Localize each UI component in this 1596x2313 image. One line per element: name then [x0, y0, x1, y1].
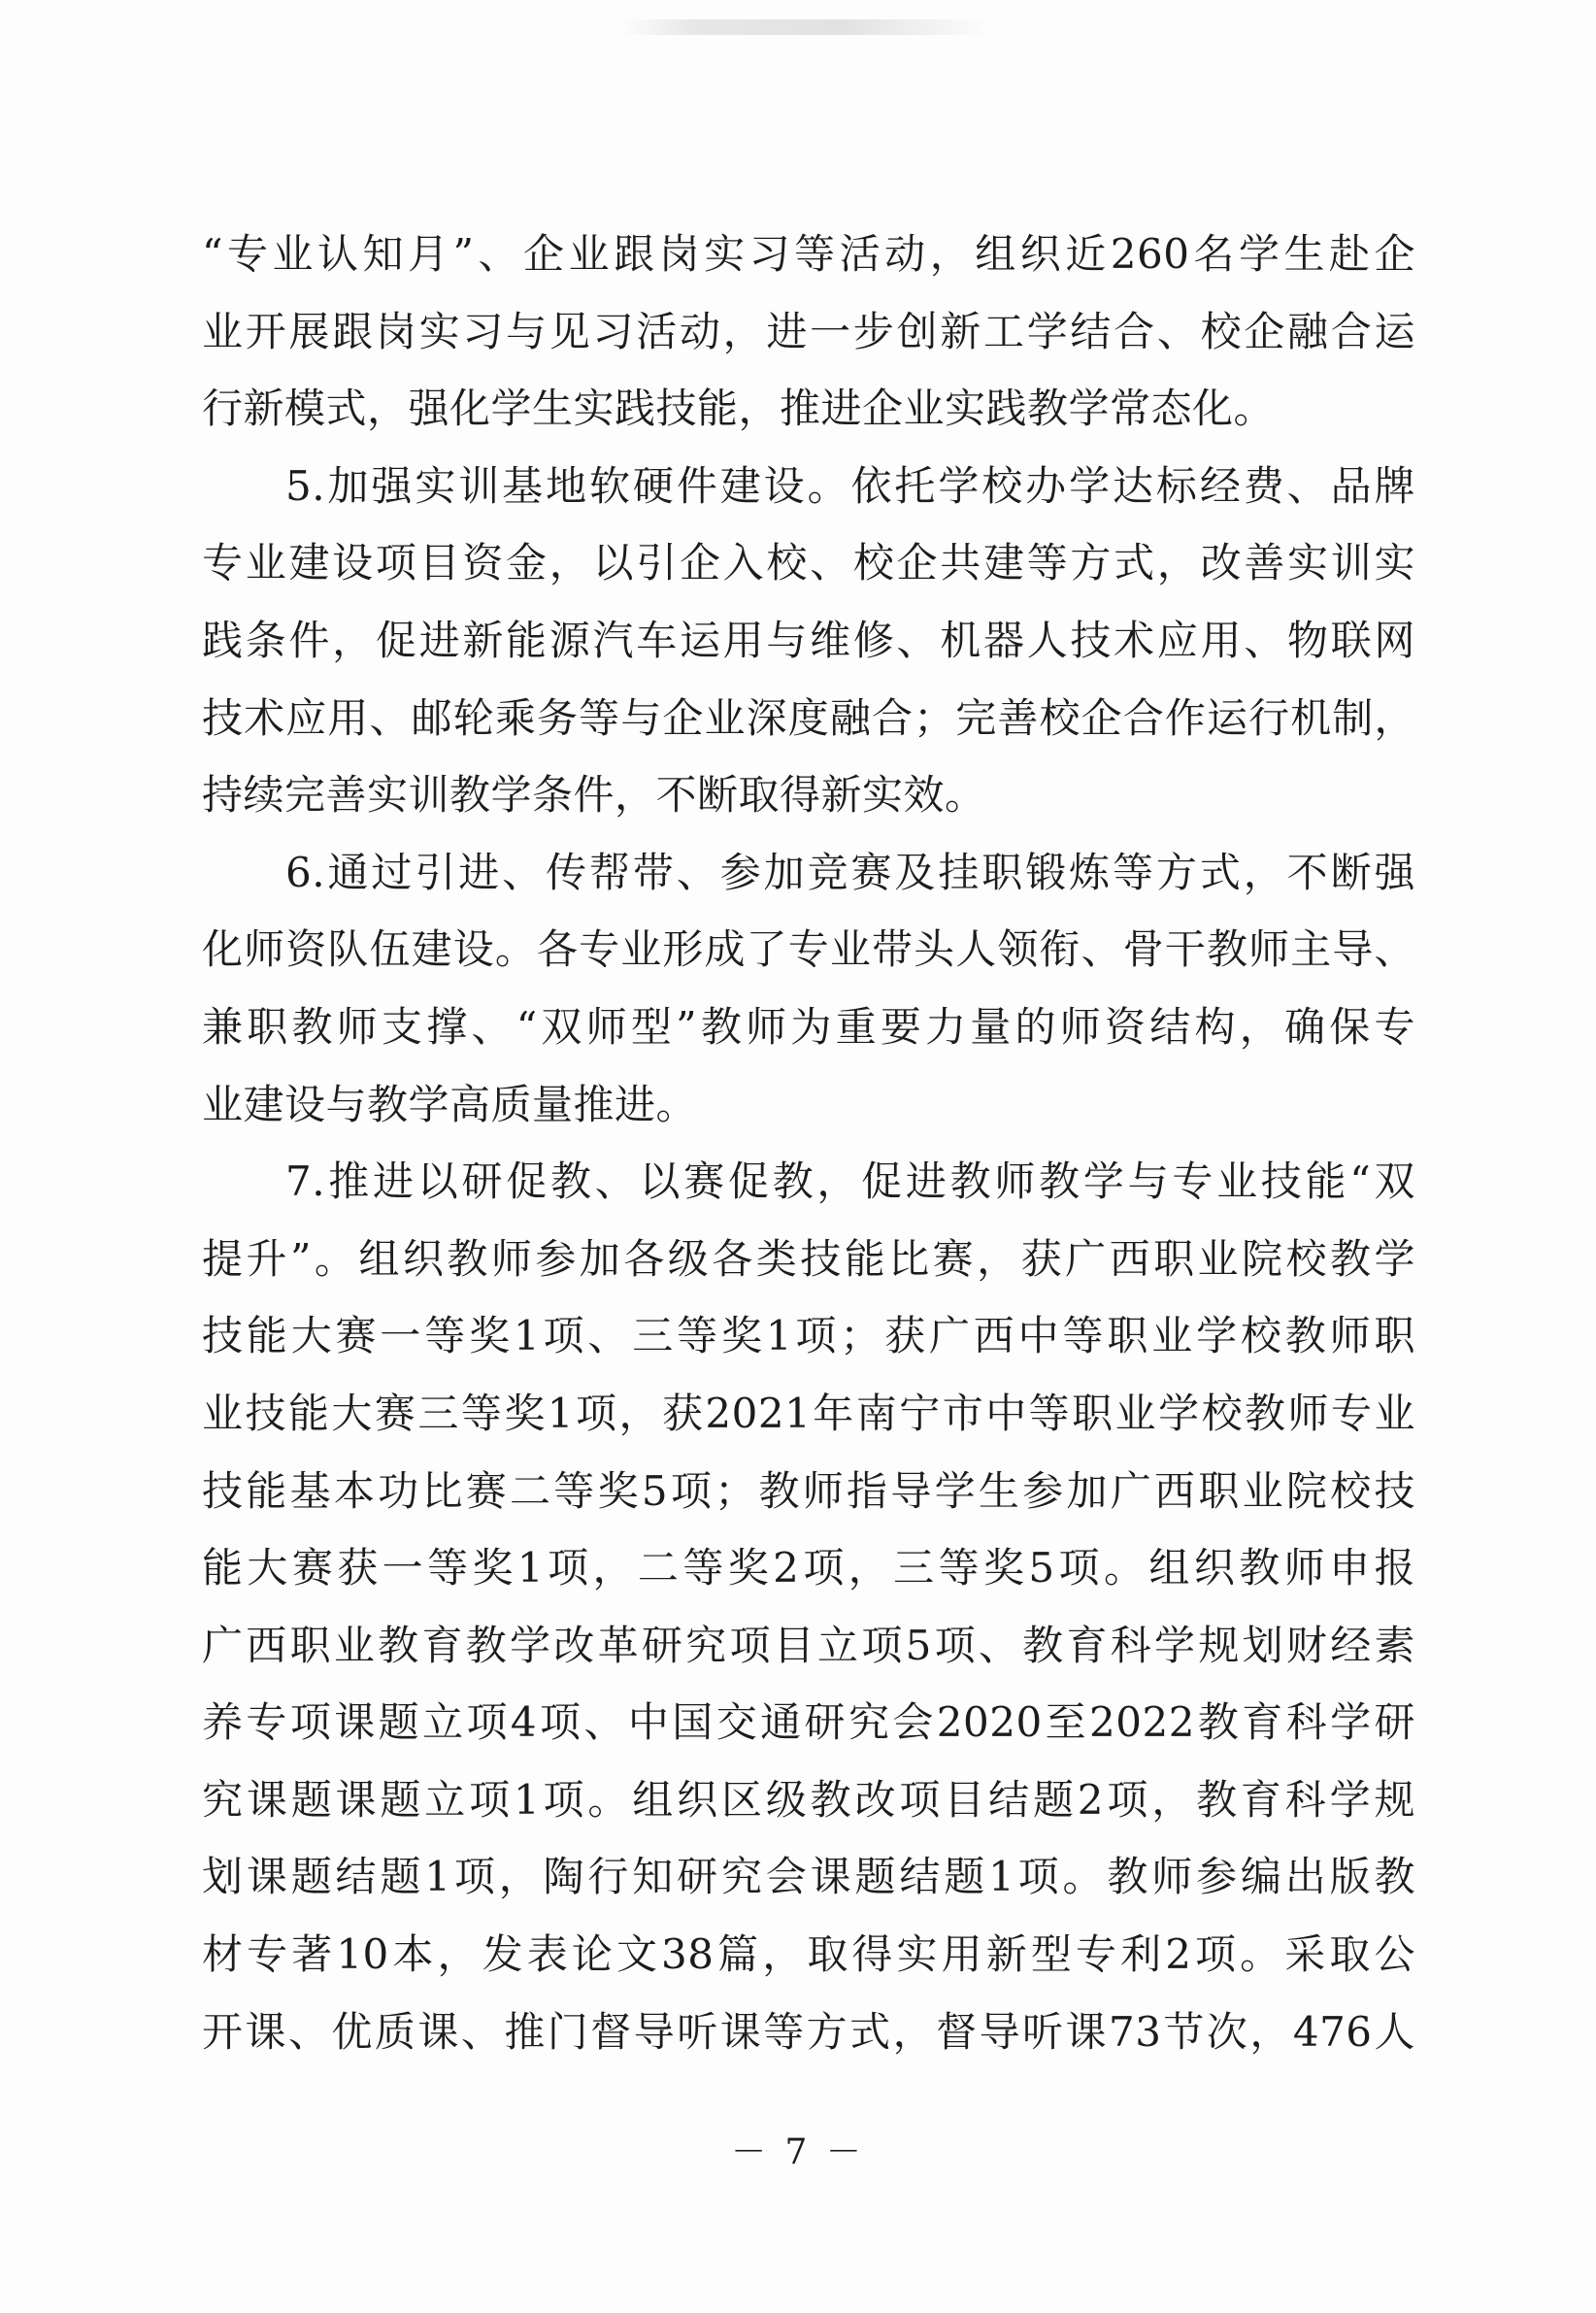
paragraph-line: 持续完善实训教学条件，不断取得新实效。	[202, 771, 986, 820]
paragraph-line: 究课题课题立项1项。组织区级教改项目结题2项，教育科学规	[202, 1775, 1415, 1824]
page-number: － 7 －	[731, 2132, 865, 2172]
paragraph-line: 能大赛获一等奖1项，二等奖2项，三等奖5项。组织教师申报	[202, 1544, 1415, 1592]
paragraph-line: 技能基本功比赛二等奖5项；教师指导学生参加广西职业院校技	[202, 1466, 1415, 1515]
paragraph-line: 化师资队伍建设。各专业形成了专业带头人领衔、骨干教师主导、	[202, 925, 1415, 974]
paragraph-line: 5.加强实训基地软硬件建设。依托学校办学达标经费、品牌	[285, 461, 1415, 510]
paragraph-line: 专业建设项目资金，以引企入校、校企共建等方式，改善实训实	[202, 539, 1415, 587]
paragraph-line: 践条件，促进新能源汽车运用与维修、机器人技术应用、物联网	[202, 616, 1415, 664]
paragraph-line: 6.通过引进、传帮带、参加竞赛及挂职锻炼等方式，不断强	[285, 848, 1415, 896]
body-text	[202, 216, 1415, 2070]
paragraph-line: 7.推进以研促教、以赛促教，促进教师教学与专业技能“双	[285, 1157, 1415, 1206]
paragraph-line: “专业认知月”、企业跟岗实习等活动，组织近260名学生赴企	[202, 230, 1415, 278]
paragraph-line: 行新模式，强化学生实践技能，推进企业实践教学常态化。	[202, 385, 1276, 433]
paragraph-line: 提升”。组织教师参加各级各类技能比赛，获广西职业院校教学	[202, 1234, 1415, 1283]
paragraph-line: 划课题结题1项，陶行知研究会课题结题1项。教师参编出版教	[202, 1853, 1415, 1901]
paragraph-line: 业技能大赛三等奖1项，获2021年南宁市中等职业学校教师专业	[202, 1389, 1415, 1437]
paragraph-line: 养专项课题立项4项、中国交通研究会2020至2022教育科学研	[202, 1698, 1415, 1747]
paragraph-line: 开课、优质课、推门督导听课等方式，督导听课73节次，476人	[202, 2007, 1415, 2056]
paragraph-line: 业开展跟岗实习与见习活动，进一步创新工学结合、校企融合运	[202, 307, 1415, 355]
paragraph-line: 材专著10本，发表论文38篇，取得实用新型专利2项。采取公	[202, 1930, 1415, 1979]
paragraph-line: 兼职教师支撑、“双师型”教师为重要力量的师资结构，确保专	[202, 1002, 1415, 1051]
faded-header-mark	[621, 19, 990, 35]
paragraph-line: 广西职业教育教学改革研究项目立项5项、教育科学规划财经素	[202, 1621, 1415, 1669]
paragraph-line: 技术应用、邮轮乘务等与企业深度融合；完善校企合作运行机制，	[202, 693, 1415, 742]
paragraph-line: 技能大赛一等奖1项、三等奖1项；获广西中等职业学校教师职	[202, 1312, 1415, 1360]
paragraph-line: 业建设与教学高质量推进。	[202, 1080, 698, 1128]
